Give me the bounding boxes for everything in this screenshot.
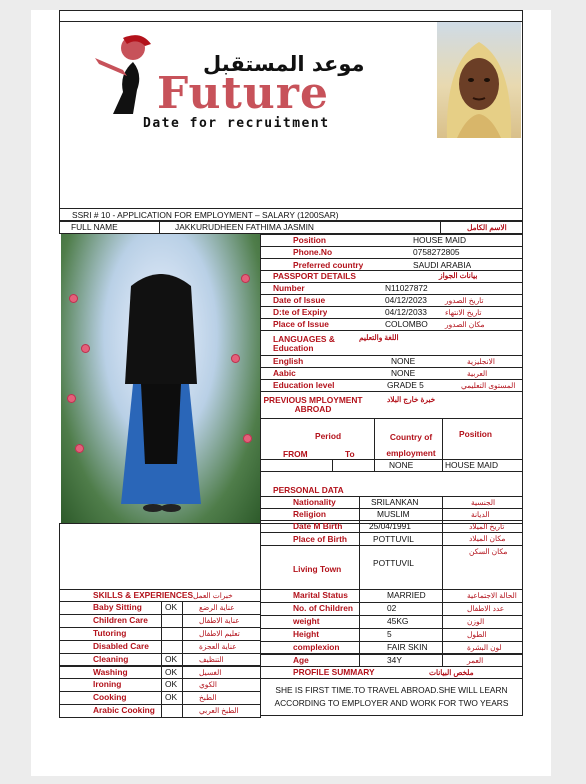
ok-cell <box>161 704 183 718</box>
country-label: Preferred country <box>293 261 364 270</box>
position-value: HOUSE MAID <box>413 236 467 245</box>
skill-arabic: الكوي <box>199 680 217 690</box>
employment-header-arabic: خبرة خارج البلاد <box>387 395 436 404</box>
skill-value: OK <box>165 667 178 677</box>
personal-header: PERSONAL DATA <box>273 486 344 495</box>
from-label: FROM <box>283 450 308 459</box>
profile-summary-line1: SHE IS FIRST TIME.TO TRAVEL ABROAD.SHE WILL LEARN <box>275 686 508 695</box>
ok-cell <box>161 627 183 641</box>
education-arabic: المستوى التعليمي <box>461 381 516 390</box>
ok-cell <box>161 640 183 654</box>
pob-value: POTTUVIL <box>373 535 414 544</box>
stat-label: weight <box>293 616 320 626</box>
passport-header: PASSPORT DETAILS <box>273 272 356 281</box>
issue-date-label: Date of Issue <box>273 296 326 305</box>
nationality-value: SRILANKAN <box>371 498 419 507</box>
stat-label: Marital Status <box>293 591 348 600</box>
passport-header-arabic: بيانات الجواز <box>439 271 478 280</box>
country-value: SAUDI ARABIA <box>413 261 472 270</box>
skill-arabic: عناية الاطفال <box>199 615 240 625</box>
table-row <box>59 691 261 705</box>
skill-label: Cooking <box>93 693 127 703</box>
skill-arabic: عناية العجزة <box>199 641 237 651</box>
languages-header-arabic: اللغة والتعليم <box>359 333 399 342</box>
skill-value: OK <box>165 654 178 664</box>
issue-date-value: 04/12/2023 <box>385 296 427 305</box>
to-label: To <box>345 450 355 459</box>
stat-arabic: العمر <box>467 655 484 665</box>
skill-label: Cleaning <box>93 654 129 664</box>
issue-date-arabic: تاريخ الصدور <box>445 296 484 305</box>
logo-future: Future <box>157 68 329 119</box>
skill-label: Children Care <box>93 615 148 625</box>
dob-label: Date M Birth <box>293 522 343 531</box>
table-row <box>59 666 261 680</box>
religion-label: Religion <box>293 510 327 519</box>
arabic-lang-arabic: العربية <box>467 369 488 378</box>
form-title: SSRI # 10 - APPLICATION FOR EMPLOYMENT – SALARY (1200SAR) <box>72 211 339 220</box>
languages-header: LANGUAGES & Education <box>273 335 335 354</box>
stat-arabic: الحالة الاجتماعية <box>467 591 517 600</box>
full-body-photo <box>61 234 260 524</box>
skill-arabic: الطبخ العربي <box>199 706 239 716</box>
skill-label: Disabled Care <box>93 641 149 651</box>
expiry-date-arabic: تاريخ الانتهاء <box>445 308 482 317</box>
passport-number-label: Number <box>273 284 305 293</box>
ok-cell <box>161 614 183 628</box>
skill-arabic: عناية الرضع <box>199 603 235 612</box>
skill-arabic: الغسيل <box>199 667 222 677</box>
stat-value: 5 <box>387 629 392 639</box>
blank-area <box>59 523 261 590</box>
table-row <box>59 653 261 667</box>
stat-value: MARRIED <box>387 591 426 600</box>
full-name-value: JAKKURUDHEEN FATHIMA JASMIN <box>175 223 314 232</box>
phone-value: 0758272805 <box>413 248 460 257</box>
place-of-issue-label: Place of Issue <box>273 320 329 329</box>
nationality-arabic: الجنسية <box>471 498 496 507</box>
value-cell <box>359 628 443 642</box>
skill-label: Ironing <box>93 680 122 690</box>
place-of-issue-value: COLOMBO <box>385 320 428 329</box>
phone-label: Phone.No <box>293 248 333 257</box>
skills-header-arabic: خبرات العمل <box>193 591 233 600</box>
pob-label: Place of Birth <box>293 535 347 544</box>
stat-label: Age <box>293 655 309 665</box>
logo-tagline: Date for recruitment <box>143 116 330 131</box>
skill-label: Baby Sitting <box>93 603 142 612</box>
skill-label: Tutoring <box>93 628 127 638</box>
value-cell <box>359 602 443 616</box>
skill-arabic: تعليم الاطفال <box>199 628 240 638</box>
stat-arabic: الطول <box>467 629 487 639</box>
living-town-label: Living Town <box>293 565 342 574</box>
stat-label: complexion <box>293 642 340 652</box>
form-title-row <box>59 208 523 222</box>
stat-label: Height <box>293 629 320 639</box>
profile-summary-box <box>260 678 523 716</box>
living-town-arabic: مكان السكن <box>469 547 508 556</box>
english-arabic: الانجليزية <box>467 357 495 366</box>
profile-header: PROFILE SUMMARY <box>293 668 375 677</box>
table-row <box>59 678 261 692</box>
stat-value: 34Y <box>387 655 402 665</box>
application-page <box>31 10 551 776</box>
position-employment-label: Position <box>459 430 493 439</box>
living-town-value: POTTUVIL <box>373 559 414 568</box>
logo-arabic: موعد المستقبل <box>203 52 365 76</box>
full-name-label: FULL NAME <box>71 223 118 232</box>
stat-value: 45KG <box>387 616 409 626</box>
position-label: Position <box>293 236 327 245</box>
expiry-date-label: D:te of Expiry <box>273 308 328 317</box>
stat-arabic: الوزن <box>467 616 485 626</box>
place-of-issue-arabic: مكان الصدور <box>445 320 485 329</box>
profile-header-arabic: ملخص البيانات <box>429 668 474 677</box>
skill-value: OK <box>165 693 178 703</box>
skills-header: SKILLS & EXPERIENCES <box>93 591 194 600</box>
stat-value: 02 <box>387 603 397 613</box>
education-label: Education level <box>273 381 335 390</box>
employment-position-value: HOUSE MAID <box>445 461 499 470</box>
country-employment-label: Country of employment <box>386 432 436 458</box>
period-label: Period <box>315 432 342 441</box>
nationality-label: Nationality <box>293 498 336 507</box>
stat-value: FAIR SKIN <box>387 642 428 652</box>
headshot-photo <box>437 22 521 138</box>
religion-value: MUSLIM <box>377 510 410 519</box>
pob-arabic: مكان الميلاد <box>469 534 506 543</box>
skill-value: OK <box>165 603 178 612</box>
skill-arabic: الطبخ <box>199 693 217 703</box>
english-value: NONE <box>391 357 416 366</box>
skill-arabic: التنظيف <box>199 654 224 664</box>
employment-country-value: NONE <box>389 461 414 470</box>
skill-value: OK <box>165 680 178 690</box>
education-value: GRADE 5 <box>387 381 424 390</box>
passport-number-value: N11027872 <box>385 284 428 293</box>
stat-arabic: لون البشرة <box>467 642 502 652</box>
dob-arabic: تاريخ الميلاد <box>469 522 505 531</box>
profile-summary-line2: ACCORDING TO EMPLOYER AND WORK FOR TWO YEARS <box>274 699 509 708</box>
stat-arabic: عدد الاطفال <box>467 603 505 613</box>
dob-value: 25/04/1991 <box>369 522 411 531</box>
expiry-date-value: 04/12/2033 <box>385 308 427 317</box>
arabic-lang-label: Aabic <box>273 369 296 378</box>
skill-label: Washing <box>93 667 128 677</box>
logo-woman-icon <box>93 30 153 120</box>
skill-label: Arabic Cooking <box>93 706 155 716</box>
religion-arabic: الديانة <box>471 510 490 519</box>
employment-header: PREVIOUS MPLOYMENT ABROAD <box>263 396 363 415</box>
stat-label: No. of Children <box>293 603 354 613</box>
english-label: English <box>273 357 304 366</box>
arabic-lang-value: NONE <box>391 369 416 378</box>
full-name-arabic: الاسم الكامل <box>467 223 507 232</box>
